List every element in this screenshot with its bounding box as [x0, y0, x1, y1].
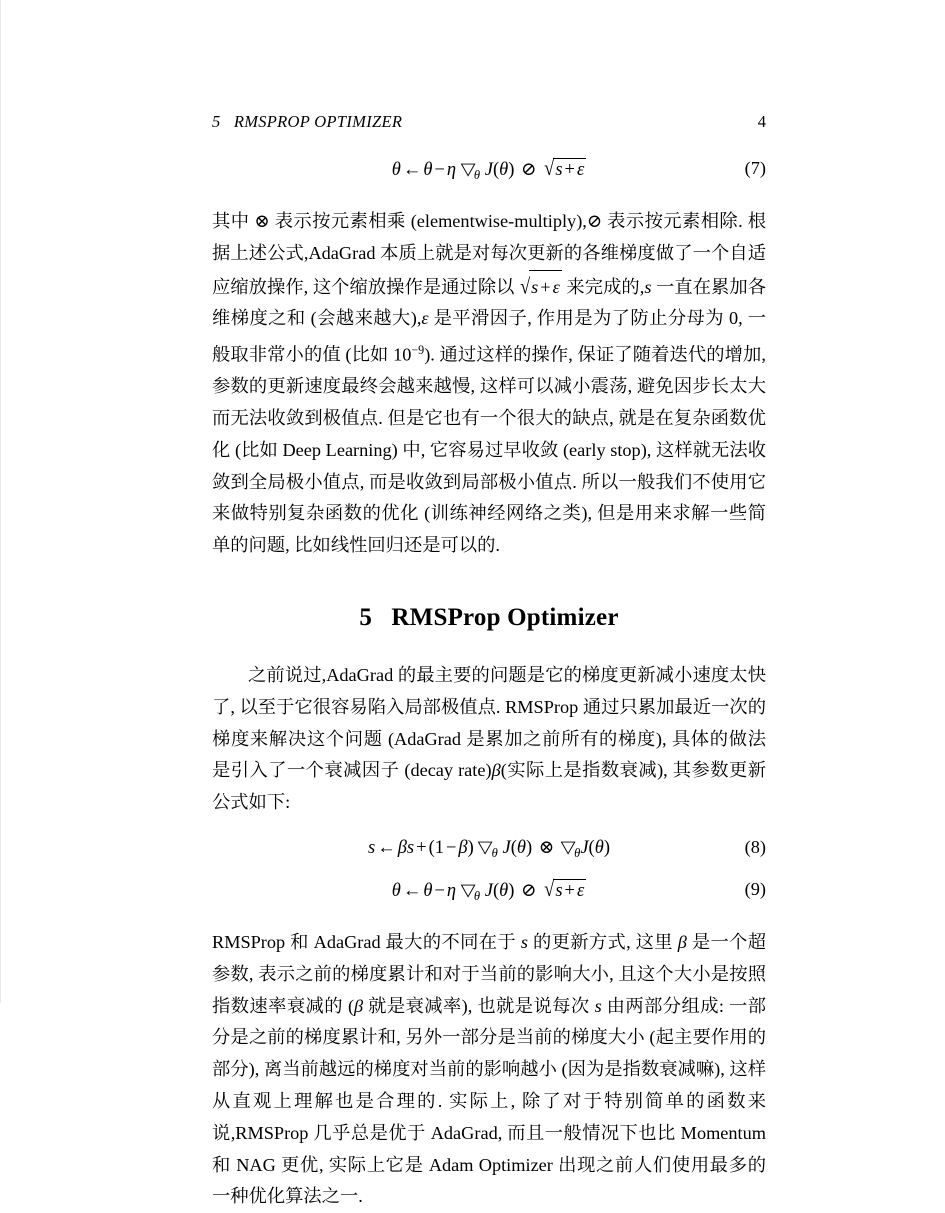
running-head	[212, 112, 766, 134]
equation-7-number: (7)	[744, 158, 766, 178]
para2-var-beta: β	[491, 760, 501, 781]
equation-7-body: θ ← θ − η $▽_\theta$ J(θ) ⊘ √s + ε	[391, 157, 585, 182]
para1-exponent: −9	[411, 343, 425, 358]
para3-seg7: 就是衰减率), 也就是说每次	[363, 995, 595, 1016]
page-number: 4	[757, 112, 766, 131]
para1-seg2: 来完成的,	[561, 276, 645, 297]
para3-var-beta-1: β	[677, 932, 687, 953]
para3-var-s-2: s	[594, 995, 602, 1016]
equation-7	[212, 158, 766, 192]
para1-seg6: 是平滑因子, 作用是为了防止分母为 0, 一般取非常小的值 (比如 10	[212, 308, 766, 365]
equation-8	[212, 837, 766, 871]
para3-var-s-1: s	[520, 932, 529, 953]
para1-seg4: 一直在累加各维梯度之和 (会越来越大),	[212, 276, 766, 329]
equation-9-number: (9)	[744, 879, 766, 900]
running-head-section: 5 RMSPROP OPTIMIZER	[212, 112, 403, 131]
inline-sqrt-s-eps: √s + ε	[519, 270, 562, 304]
para1-var-epsilon: ε	[421, 308, 429, 329]
para3-seg9: 由两部分组成: 一部分是之前的梯度累计和, 另外一部分是当前的梯度大小 (起主要作用的部分), 离当前越远的梯度对当前的影响越小 (因为是指数衰减嘛), 这样从直观上理解也是合理的. 实际上, 除了对于特别简单的函数来说,RMSProp 几乎总是优于 AdaGrad, 而且一般情况下也比 Momentum 和 NAG 更优, 实际上它是 Adam Optimizer 出现之前人们使用最多的一种优化算法之一.	[212, 995, 766, 1207]
equation-8-number: (8)	[744, 837, 766, 858]
equation-9-body: θ ← θ − η $▽_\theta$ J(θ) ⊘ √s + ε	[391, 878, 585, 903]
para2-seg1: 之前说过,AdaGrad 的最主要的问题是它的梯度更新减小速度太快了, 以至于它很容易陷入局部极值点. RMSProp 通过只累加最近一次的梯度来解决这个问题 (AdaGrad 是累加之前所有的梯度), 具体的做法是引入了一个衰减因子 (decay rate)	[212, 665, 766, 781]
page-content	[212, 158, 766, 1213]
equation-9	[212, 879, 766, 913]
para1-var-s: s	[644, 276, 652, 297]
equation-8-body: s ← βs + (1 − β) $▽_\theta$ J(θ) ⊗ $▽_\theta J(\theta)$	[368, 838, 610, 860]
para1-seg8: ). 通过这样的操作, 保证了随着迭代的增加, 参数的更新速度最终会越来越慢, 这样可以减小震荡, 避免因步长太大而无法收敛到极值点. 但是它也有一个很大的缺点, 就是在复杂函数优化 (比如 Deep Learning) 中, 它容易过早收敛 (early stop), 这样就无法收敛到全局极小值点, 而是收敛到局部极小值点. 所以一般我们不使用它来做特别复杂函数的优化 (训练神经网络之类), 但是用来求解一些简单的问题, 比如线性回归还是可以的.	[212, 344, 766, 556]
para1-seg1: 其中 ⊗ 表示按元素相乘 (elementwise-multiply),⊘ 表示按元素相除. 根据上述公式,AdaGrad 本质上就是对每次更新的各维梯度做了一个自适应缩放操作, 这个缩放操作是通过除以	[212, 211, 766, 297]
para2-seg3: (实际上是指数衰减), 其参数更新公式如下:	[212, 760, 766, 813]
section-heading-rmsprop: 5 RMSProp Optimizer	[359, 604, 619, 632]
paragraph-rmsprop-intro	[212, 660, 766, 819]
para3-seg5: 是一个超参数, 表示之前的梯度累计和对于当前的影响大小, 且这个大小是按照指数速率衰减的 (	[212, 932, 767, 1016]
para3-seg1: RMSProp 和 AdaGrad 最大的不同在于	[212, 932, 521, 953]
para3-var-beta-2: β	[354, 995, 364, 1016]
paragraph-adagrad-explanation	[212, 206, 766, 562]
para3-seg3: 的更新方式, 这里	[528, 932, 678, 953]
paragraph-rmsprop-comparison	[212, 927, 766, 1213]
